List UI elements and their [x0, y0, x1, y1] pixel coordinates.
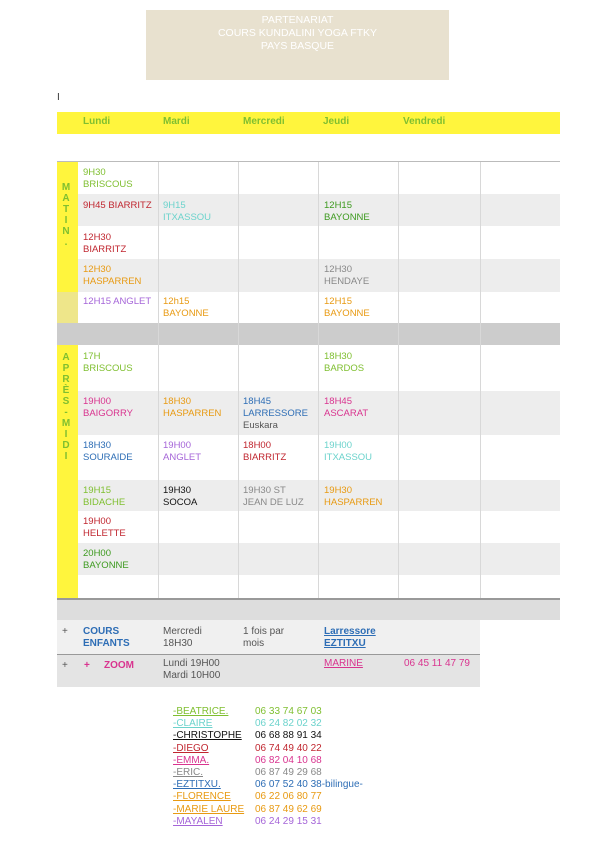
day-lundi: Lundi	[83, 116, 111, 127]
contact-name-link[interactable]: -FLORENCE	[173, 791, 231, 803]
class-entry: 12H15 BAYONNE	[324, 296, 370, 319]
apres-row-5	[78, 511, 560, 543]
contact-phone: 06 82 04 10 68	[255, 754, 322, 766]
apres-row-1	[78, 345, 560, 391]
class-entry: 18H45 LARRESSORE Euskara	[243, 396, 308, 431]
zoom-when: Lundi 19H00 Mardi 10H00	[163, 658, 221, 681]
column-line	[480, 162, 481, 598]
class-entry: 19H00 HELETTE	[83, 516, 126, 539]
contact-name-link[interactable]: -DIEGO	[173, 742, 209, 754]
zoom-phone: 06 45 11 47 79	[404, 658, 470, 669]
enfants-when: Mercredi 18H30	[163, 626, 202, 649]
apres-midi-label: A P R È S - M I D I	[61, 352, 71, 462]
class-entry: 19H30 HASPARREN	[324, 485, 383, 508]
expand-enfants-button[interactable]: +	[62, 626, 68, 637]
class-entry: 19H15 BIDACHE	[83, 485, 126, 508]
apres-row-4	[78, 480, 560, 511]
expand-zoom-button[interactable]: +	[62, 660, 68, 671]
enfants-label: COURS ENFANTS	[83, 626, 130, 649]
contact-phone: 06 07 52 40 38-bilingue-	[255, 779, 363, 791]
class-entry: 19H00 ITXASSOU	[324, 440, 373, 463]
class-entry: 19H00 BAIGORRY	[83, 396, 133, 419]
title-line-3: PAYS BASQUE	[260, 40, 335, 52]
class-entry: 12H15 ANGLET	[83, 296, 152, 307]
contact-phone: 06 87 49 29 68	[255, 766, 322, 778]
class-entry: 12H30 HASPARREN	[83, 264, 142, 287]
class-entry: 18H30 SOURAIDE	[83, 440, 133, 463]
matin-label: M A T I N .	[61, 182, 71, 248]
contact-name-link[interactable]: -MAYALEN	[173, 815, 223, 827]
class-entry: 18H45 ASCARAT	[324, 396, 369, 419]
title-box	[146, 10, 449, 80]
contact-name-link[interactable]: -BEATRICE.	[173, 706, 229, 717]
class-entry: 18H30 HASPARREN	[163, 396, 222, 419]
contact-name-link[interactable]: -CLAIRE	[173, 718, 213, 730]
contact-phone: 06 24 29 15 31	[255, 815, 322, 827]
class-entry: 18H30 BARDOS	[324, 351, 365, 374]
day-vendredi: Vendredi	[403, 116, 446, 127]
apres-row-7	[78, 575, 560, 598]
contact-phone: 06 33 74 67 03	[255, 706, 322, 717]
class-entry: 20H00 BAYONNE	[83, 548, 129, 571]
class-entry: 18H00 BIARRITZ	[243, 440, 287, 463]
matin-row-4	[78, 259, 560, 292]
contact-name-link[interactable]: -CHRISTOPHE	[173, 730, 242, 742]
contact-phone: 06 24 82 02 32	[255, 718, 322, 730]
class-entry: 17H BRISCOUS	[83, 351, 133, 374]
class-entry: 9H45 BIARRITZ	[83, 200, 152, 211]
day-mercredi: Mercredi	[243, 116, 285, 127]
matin-sidebar-end	[57, 292, 78, 323]
apres-row-3	[78, 435, 560, 480]
contact-phone: 06 68 88 91 34	[255, 730, 322, 742]
apres-row-2	[78, 391, 560, 435]
bottom-separator	[57, 600, 560, 620]
class-entry: 12H30 BIARRITZ	[83, 232, 127, 255]
class-entry: 9H30 BRISCOUS	[83, 167, 133, 190]
title-line-1: PARTENARIAT	[261, 14, 334, 26]
divider	[57, 654, 480, 655]
contact-phone: 06 87 49 62 69	[255, 803, 322, 815]
class-entry: 12h15 BAYONNE	[163, 296, 209, 319]
zoom-contact-link[interactable]: MARINE	[324, 658, 363, 669]
matin-row-1	[78, 162, 560, 194]
contact-name-link[interactable]: -EMMA.	[173, 754, 210, 766]
zoom-plus-marker: +	[84, 660, 90, 671]
zoom-label: ZOOM	[104, 660, 134, 671]
apres-row-6	[78, 543, 560, 575]
day-jeudi: Jeudi	[323, 116, 350, 127]
title-line-2: COURS KUNDALINI YOGA FTKY	[217, 27, 378, 39]
class-entry: 19H00 ANGLET	[163, 440, 202, 463]
midday-separator	[57, 323, 560, 345]
contact-phone: 06 74 49 40 22	[255, 742, 322, 754]
contact-name-link[interactable]: -MARIE LAURE	[173, 803, 245, 815]
class-entry: 19H30 ST JEAN DE LUZ	[243, 485, 304, 508]
contact-phone: 06 22 06 80 77	[255, 791, 322, 803]
enfants-frequency: 1 fois par mois	[243, 626, 285, 649]
day-mardi: Mardi	[163, 116, 190, 127]
contact-name-link[interactable]: -ERIC.	[173, 766, 203, 778]
column-line	[158, 162, 159, 598]
matin-row-3	[78, 226, 560, 259]
day-header-row	[57, 112, 560, 134]
column-line	[398, 162, 399, 598]
class-entry: 12H15 BAYONNE	[324, 200, 370, 223]
column-line	[318, 162, 319, 598]
class-entry: 9H15 ITXASSOU	[163, 200, 212, 223]
contact-name-link[interactable]: -EZTITXU.	[173, 779, 221, 791]
class-entry: 12H30 HENDAYE	[324, 264, 370, 287]
enfants-place-link[interactable]: Larressore EZTITXU	[324, 626, 376, 649]
column-line	[238, 162, 239, 598]
class-entry: 19H30 SOCOA	[163, 485, 198, 508]
text-cursor: I	[57, 92, 60, 103]
